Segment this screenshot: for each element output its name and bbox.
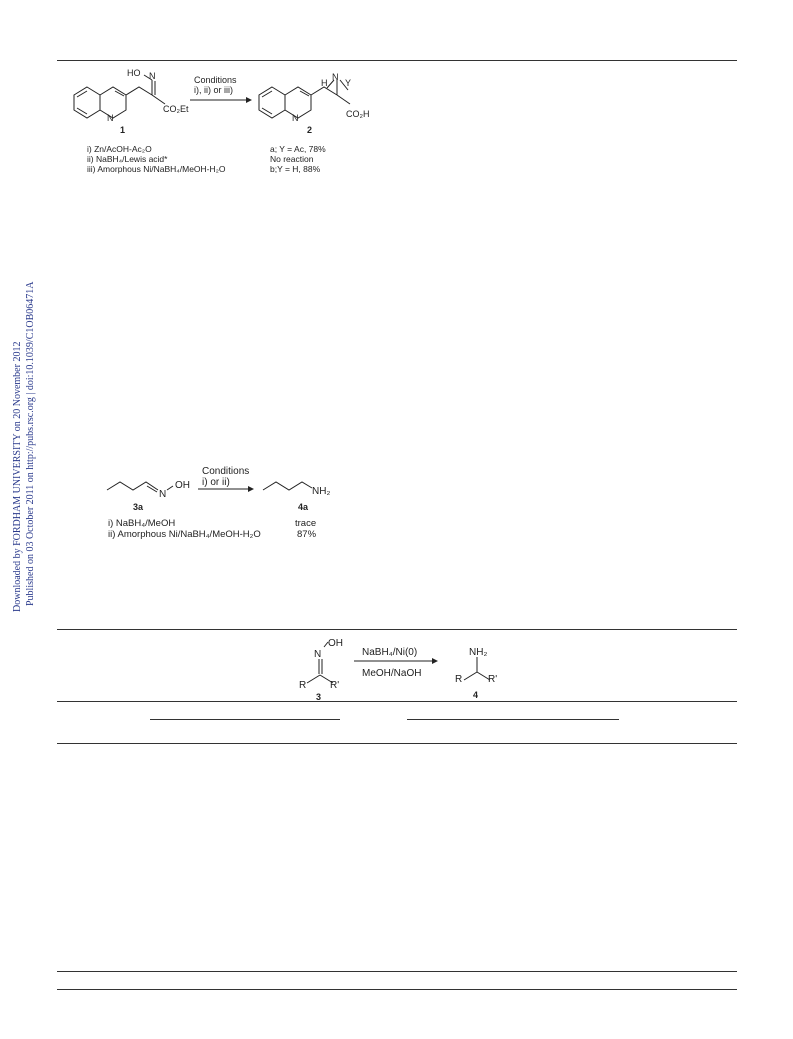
scheme-2-result-87: 87% bbox=[297, 529, 317, 540]
compound-2-amine-n: N bbox=[332, 72, 339, 82]
scheme-1-conditions-title: Conditions bbox=[194, 75, 237, 85]
scheme-1-result-b: b;Y = H, 88% bbox=[270, 164, 321, 174]
watermark-line-published: Published on 03 October 2011 on http://pubs.rsc.org | doi:10.1039/C1OB06471A bbox=[25, 281, 36, 606]
compound-3-oh: OH bbox=[328, 638, 343, 649]
scheme-1 bbox=[74, 68, 370, 174]
table-scheme-reagent-top: NaBH₄/Ni(0) bbox=[362, 647, 418, 658]
scheme-2-condition-ii: ii) Amorphous Ni/NaBH₄/MeOH-H₂O bbox=[108, 529, 261, 540]
compound-4-structure bbox=[464, 657, 490, 680]
compound-1-label: 1 bbox=[120, 125, 126, 135]
scheme-2 bbox=[107, 466, 330, 540]
compound-3-label: 3 bbox=[316, 692, 322, 702]
compound-4a-label: 4a bbox=[298, 502, 309, 512]
table-scheme-arrowhead bbox=[432, 658, 438, 664]
compound-2-label: 2 bbox=[307, 125, 313, 135]
compound-1-co2et: CO₂Et bbox=[163, 104, 189, 114]
compound-4a-structure bbox=[263, 482, 312, 490]
compound-3a-oh: OH bbox=[175, 480, 190, 491]
scheme-2-conditions-title: Conditions bbox=[202, 466, 250, 477]
compound-2-ring-n: N bbox=[292, 113, 299, 123]
scheme-2-conditions-list: i) or ii) bbox=[202, 477, 230, 488]
scheme-1-result-a: a; Y = Ac, 78% bbox=[270, 144, 326, 154]
table-reaction-scheme bbox=[299, 638, 497, 702]
table-scheme-reagent-bottom: MeOH/NaOH bbox=[362, 668, 422, 679]
scheme-1-condition-ii: ii) NaBH₄/Lewis acid* bbox=[87, 154, 168, 164]
compound-3-r-prime: R' bbox=[330, 680, 340, 691]
compound-1-ring-n: N bbox=[107, 113, 114, 123]
compound-3a-label: 3a bbox=[133, 502, 144, 512]
scheme-1-result-none: No reaction bbox=[270, 154, 314, 164]
scheme-2-arrowhead bbox=[248, 486, 254, 492]
compound-4-r: R bbox=[455, 674, 463, 685]
compound-2-structure bbox=[259, 80, 350, 118]
compound-1-ho: HO bbox=[127, 68, 141, 78]
compound-3-n: N bbox=[314, 649, 322, 660]
scheme-2-condition-i: i) NaBH₄/MeOH bbox=[108, 518, 176, 529]
compound-2-h: H bbox=[321, 78, 328, 88]
compound-1-oxime-n: N bbox=[149, 71, 156, 81]
compound-2-y: Y bbox=[345, 78, 352, 88]
scheme-2-result-trace: trace bbox=[295, 518, 317, 529]
scheme-1-conditions-list: i), ii) or iii) bbox=[194, 85, 233, 95]
compound-4-r-prime: R' bbox=[488, 674, 498, 685]
watermark-line-downloaded: Downloaded by FORDHAM UNIVERSITY on 20 November 2012 bbox=[12, 341, 23, 612]
scheme-1-arrowhead bbox=[246, 97, 252, 103]
compound-3a-n: N bbox=[159, 489, 167, 500]
compound-2-co2h: CO₂H bbox=[346, 109, 370, 119]
scheme-1-condition-iii: iii) Amorphous Ni/NaBH₄/MeOH-H₂O bbox=[87, 164, 226, 174]
compound-3-r: R bbox=[299, 680, 307, 691]
scheme-1-condition-i: i) Zn/AcOH-Ac₂O bbox=[87, 144, 152, 154]
compound-4-nh2: NH₂ bbox=[469, 647, 488, 658]
compound-1-structure bbox=[74, 75, 165, 118]
compound-4-label: 4 bbox=[473, 690, 479, 700]
compound-4a-nh2: NH₂ bbox=[312, 486, 331, 497]
